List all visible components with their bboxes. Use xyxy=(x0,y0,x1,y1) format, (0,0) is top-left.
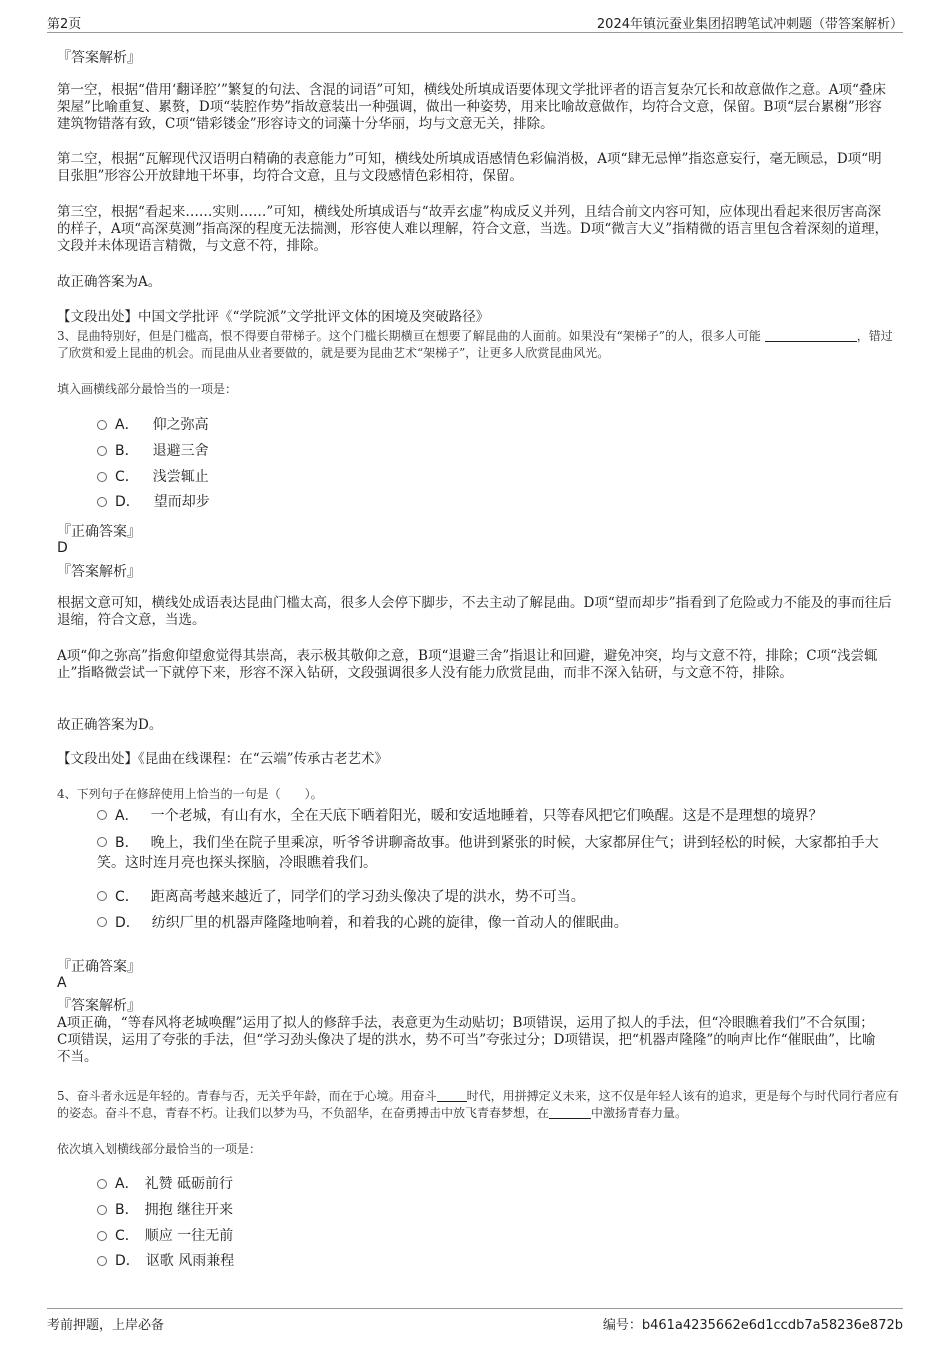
q5-option-b[interactable]: B． 拥抱 继往开来 xyxy=(97,1201,233,1219)
q3-prompt: 填入画横线部分最恰当的一项是： xyxy=(57,382,238,396)
q4-answer: A xyxy=(57,975,67,991)
q3-option-b[interactable]: B． 退避三舍 xyxy=(97,442,209,460)
q4-option-a[interactable]: A． 一个老城，有山有水，全在天底下晒着阳光，暖和安适地睡着，只等春风把它们唤醒。这是不是理想的境界？ xyxy=(97,806,886,826)
q5-option-d[interactable]: D． 讴歌 风雨兼程 xyxy=(97,1252,234,1270)
page-number: 第2页 xyxy=(47,17,82,32)
radio-icon[interactable] xyxy=(97,837,107,847)
blank-line xyxy=(437,1089,467,1102)
radio-icon[interactable] xyxy=(97,1205,107,1215)
q3-analysis-para1: 根据文意可知，横线处成语表达昆曲门槛太高，很多人会停下脚步，不去主动了解昆曲。D项“望而却步”指看到了危险或力不能及的事而往后退缩，符合文意，当选。 xyxy=(57,595,892,628)
q3-analysis-para2: A项“仰之弥高”指愈仰望愈觉得其崇高，表示极其敬仰之意，B项“退避三舍”指退让和回避，避免冲突，均与文意不符，排除；C项“浅尝辄止”指略微尝试一下就停下来，形容不深入钻研，文段强调很多人没有能力欣赏昆曲，而非不深入钻研，与文意不符，排除。 xyxy=(57,648,878,681)
q4-analysis-tag: 『答案解析』 xyxy=(57,998,141,1014)
q3-option-d[interactable]: D． 望而却步 xyxy=(97,493,210,511)
q2-analysis-para1: 第一空，根据“借用‘翻译腔’”繁复的句法、含混的词语”可知，横线处所填成语要体现文学批评者的语言复杂冗长和故意做作之意。A项“叠床架屋”比喻重复、累赘，D项“装腔作势”指故意装出一种强调，做出一种姿势，用来比喻故意做作，均符合文意，保留。B项“层台累榭”形容建筑物错落有致，C项“错彩镂金”形容诗文的词藻十分华丽，均与文意无关，排除。 xyxy=(57,82,886,132)
q2-analysis-tag: 『答案解析』 xyxy=(57,50,141,66)
radio-icon[interactable] xyxy=(97,497,107,507)
blank-line xyxy=(549,1106,591,1119)
q4-answer-tag: 『正确答案』 xyxy=(57,959,141,975)
q3-option-a[interactable]: A． 仰之弥高 xyxy=(97,416,209,434)
q4-option-c[interactable]: C． 距离高考越来越近了，同学们的学习劲头像决了堤的洪水，势不可当。 xyxy=(97,887,886,907)
q3-option-c[interactable]: C． 浅尝辄止 xyxy=(97,468,209,486)
q3-analysis-tag: 『答案解析』 xyxy=(57,564,141,580)
q3-source: 【文段出处】《昆曲在线课程：在“云端”传承古老艺术》 xyxy=(57,751,389,767)
radio-icon[interactable] xyxy=(97,1256,107,1266)
q2-analysis-para3: 第三空，根据“看起来……实则……”可知，横线处所填成语与“故弄玄虚”构成反义并列，且结合前文内容可知，应体现出看起来很厉害高深的样子，A项“高深莫测”指高深的程度无法揣测，形容使人难以理解，符合文意，当选。D项“微言大义”指精微的语言里包含着深刻的道理，文段并未体现语言精微，与文意不符，排除。 xyxy=(57,204,889,254)
q4-option-d[interactable]: D． 纺织厂里的机器声隆隆地响着，和着我的心跳的旋律，像一首动人的催眠曲。 xyxy=(97,913,886,933)
q4-stem: 4、下列句子在修辞使用上恰当的一句是（ ）。 xyxy=(57,787,323,801)
q5-stem: 5、奋斗者永远是年轻的。青春与否，无关乎年龄，而在于心境。用奋斗 时代，用拼搏定义未来，这不仅是年轻人该有的追求，更是每个与时代同行者应有的姿态。奋斗不息，青春不朽。让我们以梦为马，不负韶华，在奋勇搏击中放飞青春梦想，在 中激扬青春力量。 xyxy=(57,1089,899,1120)
q5-prompt: 依次填入划横线部分最恰当的一项是： xyxy=(57,1142,262,1156)
q2-conclusion: 故正确答案为A。 xyxy=(57,274,162,290)
radio-icon[interactable] xyxy=(97,917,107,927)
q2-analysis-para2: 第二空，根据“瓦解现代汉语明白精确的表意能力”可知，横线处所填成语感情色彩偏消极，A项“肆无忌惮”指恣意妄行，毫无顾忌，D项“明目张胆”形容公开放肆地干坏事，均符合文意，且与文段感情色彩相符，保留。 xyxy=(57,151,882,184)
blank-line xyxy=(765,329,857,342)
document-title: 2024年镇沅蚕业集团招聘笔试冲刺题（带答案解析） xyxy=(596,17,903,32)
radio-icon[interactable] xyxy=(97,1179,107,1189)
q4-option-b[interactable]: B． 晚上，我们坐在院子里乘凉，听爷爷讲聊斋故事。他讲到紧张的时候，大家都屏住气；讲到轻松的时候，大家都拍手大笑。这时连月亮也探头探脑，冷眼瞧着我们。 xyxy=(97,835,879,871)
q2-source: 【文段出处】中国文学批评《“学院派”文学批评文体的困境及突破路径》 xyxy=(57,309,490,325)
page-footer xyxy=(47,1308,903,1333)
q4-analysis: A项正确，“等春风将老城唤醒”运用了拟人的修辞手法，表意更为生动贴切；B项错误，运用了拟人的手法，但“冷眼瞧着我们”不合氛围；C项错误，运用了夸张的手法，但“学习劲头像决了堤的洪水，势不可当”夸张过分；D项错误，把“机器声隆隆”的响声比作“催眠曲”，比喻不当。 xyxy=(57,1015,876,1065)
q3-answer-tag: 『正确答案』 xyxy=(57,524,141,540)
radio-icon[interactable] xyxy=(97,891,107,901)
radio-icon[interactable] xyxy=(97,446,107,456)
q5-option-a[interactable]: A． 礼赞 砥砺前行 xyxy=(97,1175,233,1193)
q3-conclusion: 故正确答案为D。 xyxy=(57,717,163,733)
document-code: 编号：b461a4235662e6d1ccdb7a58236e872b xyxy=(602,1318,903,1333)
radio-icon[interactable] xyxy=(97,1231,107,1241)
radio-icon[interactable] xyxy=(97,810,107,820)
radio-icon[interactable] xyxy=(97,472,107,482)
q3-answer: D xyxy=(57,540,68,556)
footer-slogan: 考前押题，上岸必备 xyxy=(47,1318,165,1333)
q3-stem: 3、昆曲特别好，但是门槛高，恨不得要自带梯子。这个门槛长期横亘在想要了解昆曲的人面前。如果没有“架梯子”的人，很多人可能 ，错过了欣赏和爱上昆曲的机会。而昆曲从业者要做的，就是要为昆曲艺术“架梯子”，让更多人欣赏昆曲风光。 xyxy=(57,329,893,360)
radio-icon[interactable] xyxy=(97,420,107,430)
q5-option-c[interactable]: C． 顺应 一往无前 xyxy=(97,1227,233,1245)
page-header xyxy=(47,10,903,33)
